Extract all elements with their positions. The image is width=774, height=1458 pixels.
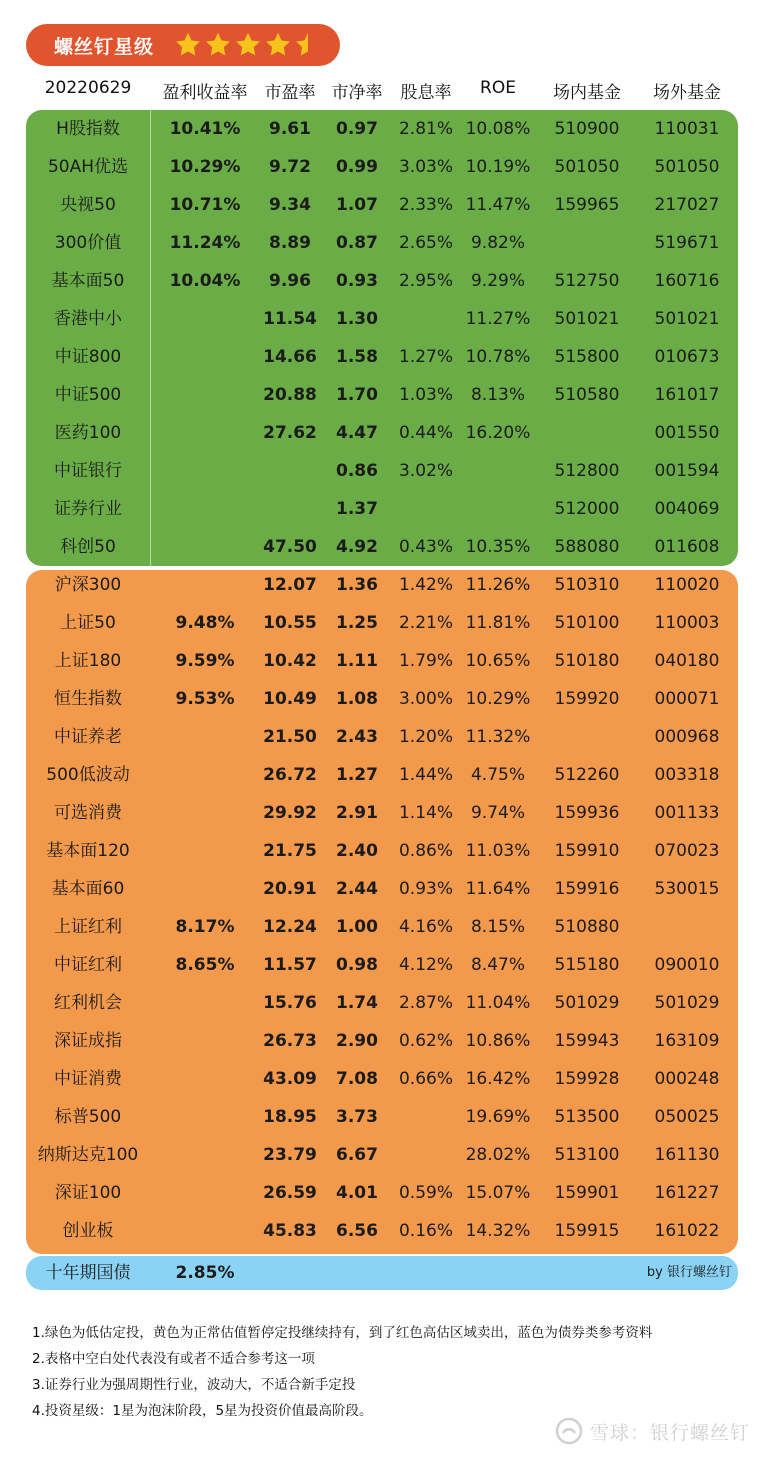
otc-fund-code: 050025	[654, 1107, 720, 1127]
dividend-yield: 2.21%	[398, 613, 453, 633]
roe-value: 10.19%	[465, 157, 531, 177]
pb-value: 0.98	[336, 955, 378, 975]
pb-value: 1.11	[336, 651, 378, 671]
pe-value: 9.72	[269, 157, 311, 177]
exchange-fund-code: 510310	[554, 575, 620, 595]
index-name: 基本面50	[51, 271, 125, 291]
pe-value: 47.50	[263, 537, 317, 557]
dividend-yield: 0.16%	[398, 1221, 453, 1241]
pb-value: 0.93	[336, 271, 378, 291]
otc-fund-code: 161017	[654, 385, 720, 405]
dividend-yield	[392, 1136, 460, 1174]
dividend-yield: 1.14%	[398, 803, 453, 823]
exchange-fund-code: 501050	[554, 157, 620, 177]
table-row	[0, 756, 774, 794]
index-name: 沪深300	[54, 575, 122, 595]
dividend-yield: 1.44%	[398, 765, 453, 785]
otc-fund-code: 070023	[654, 841, 720, 861]
star-icon	[174, 31, 202, 59]
exchange-fund-code: 510100	[554, 613, 620, 633]
earnings-yield	[152, 490, 258, 528]
earnings-yield	[152, 1098, 258, 1136]
roe-value: 10.65%	[465, 651, 531, 671]
roe-value: 15.07%	[465, 1183, 531, 1203]
star-rating	[174, 31, 324, 59]
earnings-yield	[152, 1136, 258, 1174]
dividend-yield: 1.20%	[398, 727, 453, 747]
index-name: 科创50	[60, 537, 116, 557]
roe-value	[460, 452, 536, 490]
otc-fund-code: 161227	[654, 1183, 720, 1203]
earnings-yield: 9.59%	[175, 651, 235, 671]
dividend-yield	[392, 300, 460, 338]
index-name: 中证养老	[54, 727, 122, 747]
otc-fund-code: 010673	[654, 347, 720, 367]
exchange-fund-code: 159920	[554, 689, 620, 709]
pb-value: 2.40	[336, 841, 378, 861]
table-row	[0, 452, 774, 490]
roe-header: ROE	[480, 78, 516, 98]
table-row	[0, 224, 774, 262]
pb-value: 2.43	[336, 727, 378, 747]
exchange-fund-code: 159965	[554, 195, 620, 215]
roe-value: 28.02%	[465, 1145, 531, 1165]
earnings-yield	[152, 1174, 258, 1212]
otc-fund-code: 090010	[654, 955, 720, 975]
dividend-yield: 0.59%	[398, 1183, 453, 1203]
dividend-yield: 0.86%	[398, 841, 453, 861]
exchange-fund-code: 512800	[554, 461, 620, 481]
otc-fund-code: 530015	[654, 879, 720, 899]
footnote: 1.绿色为低估定投，黄色为正常估值暂停定投继续持有，到了红色高估区域卖出，蓝色为债券类参考资料	[32, 1325, 653, 1341]
table-row	[0, 1098, 774, 1136]
exchange-fund-code: 515800	[554, 347, 620, 367]
pe-value: 21.50	[263, 727, 317, 747]
rating-title: 螺丝钉星级	[54, 35, 155, 58]
exchange-fund-code	[540, 718, 634, 756]
index-name: 500低波动	[46, 765, 130, 785]
exchange-fund-code	[540, 224, 634, 262]
star-icon	[234, 31, 262, 59]
index-name: 医药100	[54, 423, 122, 443]
dividend-yield: 0.62%	[398, 1031, 453, 1051]
exchange-fund-code: 159928	[554, 1069, 620, 1089]
otc-fund-code: 110020	[654, 575, 720, 595]
index-name: 300价值	[54, 233, 122, 253]
otc-fund-code: 001594	[654, 461, 720, 481]
pe-value: 12.07	[263, 575, 317, 595]
exchange-fund-code: 159901	[554, 1183, 620, 1203]
roe-value: 10.86%	[465, 1031, 531, 1051]
otc-fund-code: 161022	[654, 1221, 720, 1241]
earnings-yield: 8.17%	[175, 917, 235, 937]
pe-value: 20.91	[263, 879, 317, 899]
pe-value: 11.57	[263, 955, 317, 975]
dividend-yield	[392, 1098, 460, 1136]
star-icon	[264, 31, 292, 59]
roe-value: 4.75%	[470, 765, 525, 785]
exchange-fund-code: 513100	[554, 1145, 620, 1165]
pb-value: 2.44	[336, 879, 378, 899]
roe-value: 11.26%	[465, 575, 531, 595]
table-row	[0, 414, 774, 452]
table-row	[0, 984, 774, 1022]
pe-value: 9.34	[269, 195, 311, 215]
otc-fund-code: 161130	[654, 1145, 720, 1165]
roe-value: 9.29%	[470, 271, 525, 291]
dividend-yield-header: 股息率	[400, 83, 452, 103]
otc-fund-code: 000248	[654, 1069, 720, 1089]
index-name: 红利机会	[54, 993, 122, 1013]
dividend-yield: 2.95%	[398, 271, 453, 291]
earnings-yield: 9.53%	[175, 689, 235, 709]
table-row	[0, 338, 774, 376]
bond-name: 十年期国债	[45, 1263, 131, 1283]
pe-value: 9.61	[269, 119, 311, 139]
otc-fund-code: 501029	[654, 993, 720, 1013]
pb-value: 1.08	[336, 689, 378, 709]
pb-value: 1.36	[336, 575, 378, 595]
earnings-yield	[152, 528, 258, 566]
footnote: 3.证券行业为强周期性行业，波动大，不适合新手定投	[32, 1377, 356, 1393]
roe-value: 14.32%	[465, 1221, 531, 1241]
pe-value: 12.24	[263, 917, 317, 937]
dividend-yield: 0.93%	[398, 879, 453, 899]
roe-value: 11.04%	[465, 993, 531, 1013]
otc-fund-code	[636, 908, 738, 946]
pe-value: 20.88	[263, 385, 317, 405]
otc-fund-code: 004069	[654, 499, 720, 519]
roe-value: 8.15%	[470, 917, 525, 937]
half-star-icon	[294, 31, 322, 59]
exchange-fund-code: 510180	[554, 651, 620, 671]
exchange-fund-code: 159916	[554, 879, 620, 899]
otc-fund-code: 160716	[654, 271, 720, 291]
pe-value: 21.75	[263, 841, 317, 861]
roe-value: 11.64%	[465, 879, 531, 899]
index-name: 深证成指	[54, 1031, 122, 1051]
pe-value: 9.96	[269, 271, 311, 291]
index-name: 50AH优选	[47, 157, 129, 177]
otc-fund-code: 040180	[654, 651, 720, 671]
roe-value: 11.03%	[465, 841, 531, 861]
credit-text: by 银行螺丝钉	[646, 1265, 732, 1280]
pe-value	[258, 490, 322, 528]
table-row	[0, 376, 774, 414]
table-header	[0, 78, 774, 108]
index-name: 基本面60	[51, 879, 125, 899]
table-row	[0, 642, 774, 680]
index-name: 深证100	[54, 1183, 122, 1203]
exchange-fund-code: 512750	[554, 271, 620, 291]
pe-value: 18.95	[263, 1107, 317, 1127]
otc-fund-code: 001550	[654, 423, 720, 443]
dividend-yield: 2.65%	[398, 233, 453, 253]
pb-value: 1.07	[336, 195, 378, 215]
pe-value	[258, 452, 322, 490]
index-name: H股指数	[56, 119, 120, 139]
table-row	[0, 490, 774, 528]
roe-value: 9.82%	[470, 233, 525, 253]
otc-fund-code: 011608	[654, 537, 720, 557]
earnings-yield-header: 盈利收益率	[162, 83, 248, 103]
table-row	[0, 832, 774, 870]
table-row	[0, 946, 774, 984]
dividend-yield: 0.44%	[398, 423, 453, 443]
pb-value: 1.30	[336, 309, 378, 329]
roe-value: 11.27%	[465, 309, 531, 329]
table-row	[0, 566, 774, 604]
dividend-yield: 3.03%	[398, 157, 453, 177]
pb-value: 4.47	[336, 423, 378, 443]
index-name: 中证500	[54, 385, 122, 405]
dividend-yield: 3.02%	[398, 461, 453, 481]
exchange-fund-code: 501021	[554, 309, 620, 329]
exchange-fund-header: 场内基金	[553, 83, 621, 103]
pe-value: 45.83	[263, 1221, 317, 1241]
exchange-fund-code: 159936	[554, 803, 620, 823]
index-name: 中证红利	[54, 955, 122, 975]
exchange-fund-code: 510880	[554, 917, 620, 937]
table-row	[0, 148, 774, 186]
dividend-yield: 3.00%	[398, 689, 453, 709]
exchange-fund-code: 501029	[554, 993, 620, 1013]
exchange-fund-code: 513500	[554, 1107, 620, 1127]
index-name: 创业板	[62, 1221, 114, 1241]
table-row	[0, 186, 774, 224]
dividend-yield: 2.81%	[398, 119, 453, 139]
earnings-yield	[152, 376, 258, 414]
date-header: 20220629	[44, 78, 132, 98]
pb-value: 6.56	[336, 1221, 378, 1241]
pb-value: 2.91	[336, 803, 378, 823]
pb-value: 0.87	[336, 233, 378, 253]
table-row	[0, 908, 774, 946]
earnings-yield	[152, 566, 258, 604]
table-row	[0, 718, 774, 756]
table-row	[0, 1174, 774, 1212]
roe-value: 11.81%	[465, 613, 531, 633]
dividend-yield: 0.66%	[398, 1069, 453, 1089]
table-row	[0, 528, 774, 566]
index-name: 基本面120	[46, 841, 130, 861]
otc-fund-code: 163109	[654, 1031, 720, 1051]
roe-value: 11.32%	[465, 727, 531, 747]
index-name: 上证180	[54, 651, 122, 671]
footnote: 2.表格中空白处代表没有或者不适合参考这一项	[32, 1351, 315, 1367]
earnings-yield: 10.04%	[169, 271, 241, 291]
pb-value: 0.99	[336, 157, 378, 177]
roe-value: 8.47%	[470, 955, 525, 975]
otc-fund-code: 519671	[654, 233, 720, 253]
earnings-yield: 10.29%	[169, 157, 241, 177]
pb-header: 市净率	[331, 83, 383, 103]
star-icon	[204, 31, 232, 59]
earnings-yield	[152, 1022, 258, 1060]
pb-value: 1.37	[336, 499, 378, 519]
table-row	[0, 110, 774, 148]
otc-fund-code: 217027	[654, 195, 720, 215]
exchange-fund-code: 159915	[554, 1221, 620, 1241]
roe-value: 10.35%	[465, 537, 531, 557]
index-name: 可选消费	[54, 803, 122, 823]
table-row	[0, 1060, 774, 1098]
pe-value: 14.66	[263, 347, 317, 367]
earnings-yield: 10.41%	[169, 119, 241, 139]
table-row	[0, 1136, 774, 1174]
pe-value: 10.42	[263, 651, 317, 671]
pb-value: 1.25	[336, 613, 378, 633]
footnote: 4.投资星级：1星为泡沫阶段，5星为投资价值最高阶段。	[32, 1403, 373, 1419]
index-name: 中证银行	[54, 461, 122, 481]
index-name: 中证800	[54, 347, 122, 367]
otc-fund-code: 501021	[654, 309, 720, 329]
pe-value: 15.76	[263, 993, 317, 1013]
otc-fund-code: 001133	[654, 803, 720, 823]
pe-value: 29.92	[263, 803, 317, 823]
earnings-yield	[152, 794, 258, 832]
pe-value: 8.89	[269, 233, 311, 253]
watermark-text: 雪球：银行螺丝钉	[589, 1421, 750, 1444]
exchange-fund-code: 510900	[554, 119, 620, 139]
pb-value: 4.01	[336, 1183, 378, 1203]
dividend-yield: 2.33%	[398, 195, 453, 215]
roe-value: 8.13%	[470, 385, 525, 405]
bond-yield: 2.85%	[175, 1263, 235, 1283]
earnings-yield	[152, 832, 258, 870]
pb-value: 3.73	[336, 1107, 378, 1127]
index-name: 标普500	[54, 1107, 122, 1127]
pb-value: 4.92	[336, 537, 378, 557]
footnotes	[32, 1320, 752, 1424]
roe-value: 10.29%	[465, 689, 531, 709]
pe-value: 26.73	[263, 1031, 317, 1051]
pe-value: 10.55	[263, 613, 317, 633]
dividend-yield: 1.27%	[398, 347, 453, 367]
pb-value: 1.58	[336, 347, 378, 367]
index-name: 香港中小	[54, 309, 122, 329]
table-row	[0, 1212, 774, 1250]
table-row	[0, 604, 774, 642]
otc-fund-code: 000071	[654, 689, 720, 709]
roe-value: 11.47%	[465, 195, 531, 215]
roe-value: 10.78%	[465, 347, 531, 367]
dividend-yield: 4.12%	[398, 955, 453, 975]
dividend-yield: 4.16%	[398, 917, 453, 937]
earnings-yield	[152, 870, 258, 908]
pe-value: 23.79	[263, 1145, 317, 1165]
roe-value: 16.20%	[465, 423, 531, 443]
pb-value: 1.74	[336, 993, 378, 1013]
earnings-yield	[152, 414, 258, 452]
pb-value: 1.00	[336, 917, 378, 937]
exchange-fund-code: 512260	[554, 765, 620, 785]
dividend-yield: 1.42%	[398, 575, 453, 595]
table-row	[0, 262, 774, 300]
index-name: 央视50	[60, 195, 116, 215]
pe-value: 11.54	[263, 309, 317, 329]
roe-value: 19.69%	[465, 1107, 531, 1127]
otc-fund-code: 000968	[654, 727, 720, 747]
otc-fund-code: 110031	[654, 119, 720, 139]
dividend-yield: 0.43%	[398, 537, 453, 557]
earnings-yield: 11.24%	[169, 233, 241, 253]
table-row	[0, 680, 774, 718]
exchange-fund-code: 512000	[554, 499, 620, 519]
pe-header: 市盈率	[264, 83, 316, 103]
earnings-yield: 9.48%	[175, 613, 235, 633]
pb-value: 7.08	[336, 1069, 378, 1089]
roe-value: 10.08%	[465, 119, 531, 139]
exchange-fund-code: 159943	[554, 1031, 620, 1051]
earnings-yield: 8.65%	[175, 955, 235, 975]
earnings-yield	[152, 1212, 258, 1250]
otc-fund-code: 110003	[654, 613, 720, 633]
pb-value: 1.70	[336, 385, 378, 405]
earnings-yield	[152, 300, 258, 338]
dividend-yield: 2.87%	[398, 993, 453, 1013]
earnings-yield	[152, 452, 258, 490]
earnings-yield	[152, 718, 258, 756]
otc-fund-code: 501050	[654, 157, 720, 177]
exchange-fund-code: 510580	[554, 385, 620, 405]
earnings-yield	[152, 984, 258, 1022]
pe-value: 43.09	[263, 1069, 317, 1089]
earnings-yield	[152, 756, 258, 794]
otc-fund-header: 场外基金	[653, 83, 721, 103]
exchange-fund-code: 588080	[554, 537, 620, 557]
earnings-yield: 10.71%	[169, 195, 241, 215]
pb-value: 6.67	[336, 1145, 378, 1165]
dividend-yield	[392, 490, 460, 528]
earnings-yield	[152, 1060, 258, 1098]
snowball-logo-icon	[554, 1416, 584, 1446]
pb-value: 2.90	[336, 1031, 378, 1051]
dividend-yield: 1.03%	[398, 385, 453, 405]
index-name: 恒生指数	[54, 689, 122, 709]
index-name: 上证50	[60, 613, 116, 633]
index-name: 上证红利	[54, 917, 122, 937]
index-name: 中证消费	[54, 1069, 122, 1089]
table-row	[0, 794, 774, 832]
pe-value: 10.49	[263, 689, 317, 709]
index-name: 纳斯达克100	[37, 1145, 139, 1165]
pb-value: 0.97	[336, 119, 378, 139]
table-row	[0, 300, 774, 338]
roe-value	[460, 490, 536, 528]
exchange-fund-code: 159910	[554, 841, 620, 861]
pe-value: 26.72	[263, 765, 317, 785]
pb-value: 0.86	[336, 461, 378, 481]
table-row	[0, 870, 774, 908]
roe-value: 16.42%	[465, 1069, 531, 1089]
earnings-yield	[152, 338, 258, 376]
otc-fund-code: 003318	[654, 765, 720, 785]
table-row	[0, 1022, 774, 1060]
watermark	[554, 1416, 750, 1446]
exchange-fund-code: 515180	[554, 955, 620, 975]
roe-value: 9.74%	[470, 803, 525, 823]
rating-banner	[26, 24, 340, 66]
pe-value: 27.62	[263, 423, 317, 443]
dividend-yield: 1.79%	[398, 651, 453, 671]
index-name: 证券行业	[54, 499, 122, 519]
pb-value: 1.27	[336, 765, 378, 785]
exchange-fund-code	[540, 414, 634, 452]
pe-value: 26.59	[263, 1183, 317, 1203]
